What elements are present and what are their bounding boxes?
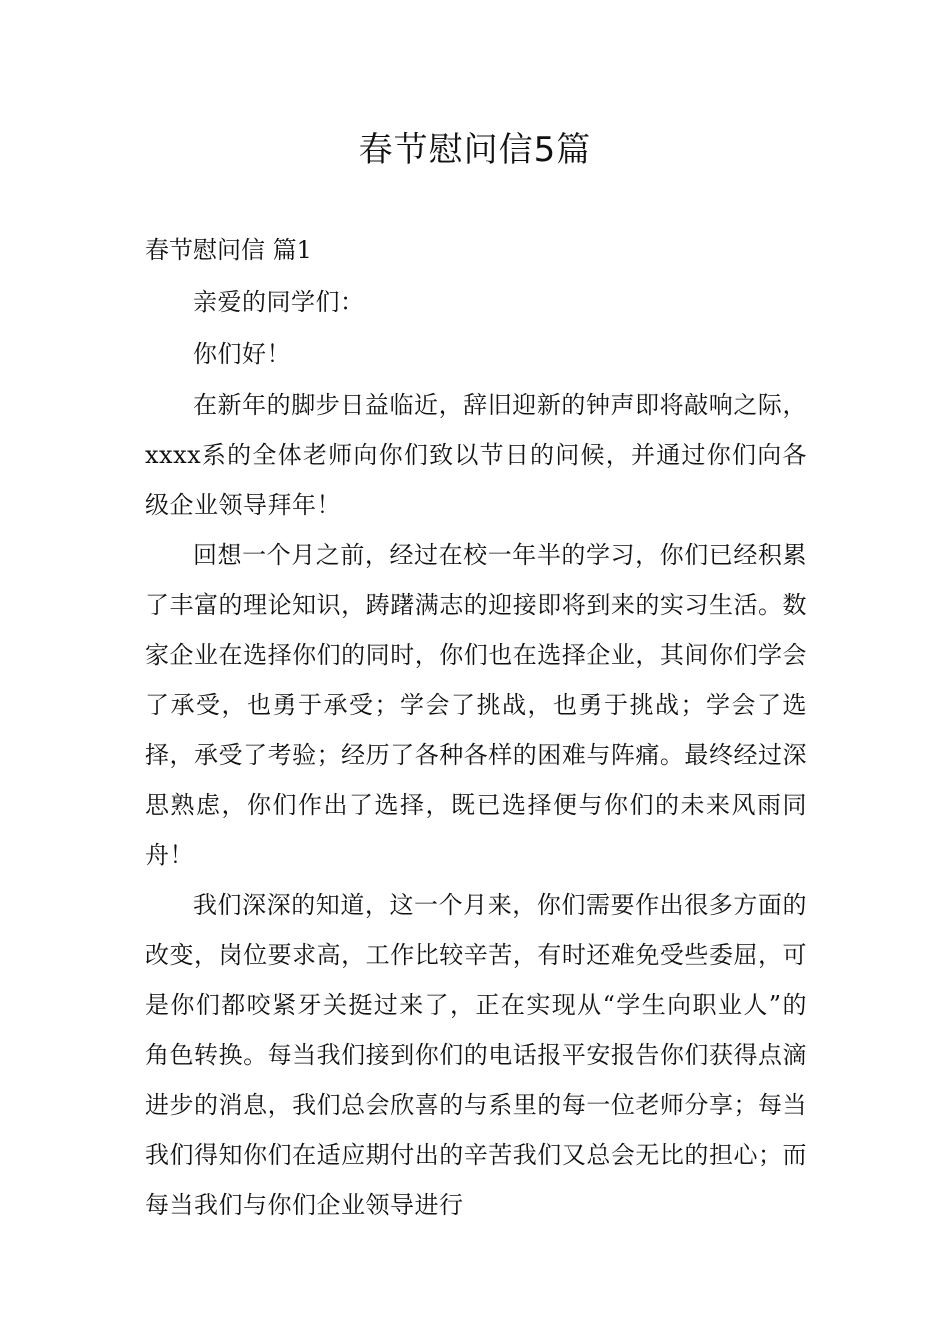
document-title: 春节慰问信5篇 xyxy=(358,130,592,170)
document-body xyxy=(145,224,807,1230)
greeting: 你们好！ xyxy=(193,340,291,368)
salutation: 亲爱的同学们： xyxy=(193,288,365,316)
section-heading: 春节慰问信 篇1 xyxy=(145,236,312,264)
paragraph: 在新年的脚步日益临近，辞旧迎新的钟声即将敲响之际，xxxx系的全体老师向你们致以节日的问候，并通过你们向各级企业领导拜年！ xyxy=(145,391,807,519)
paragraph: 我们深深的知道，这一个月来，你们需要作出很多方面的改变，岗位要求高，工作比较辛苦，有时还难免受些委屈，可是你们都咬紧牙关挺过来了，正在实现从“学生向职业人”的角色转换。每当我们接到你们的电话报平安报告你们获得点滴进步的消息，我们总会欣喜的与系里的每一位老师分享；每当我们得知你们在适应期付出的辛苦我们又总会无比的担心；而每当我们与你们企业领导进行 xyxy=(145,891,807,1219)
paragraph: 回想一个月之前，经过在校一年半的学习，你们已经积累了丰富的理论知识，踌躇满志的迎接即将到来的实习生活。数家企业在选择你们的同时，你们也在选择企业，其间你们学会了承受，也勇于承受；学会了挑战，也勇于挑战；学会了选择，承受了考验；经历了各种各样的困难与阵痛。最终经过深思熟虑，你们作出了选择，既已选择便与你们的未来风雨同舟！ xyxy=(145,541,807,869)
